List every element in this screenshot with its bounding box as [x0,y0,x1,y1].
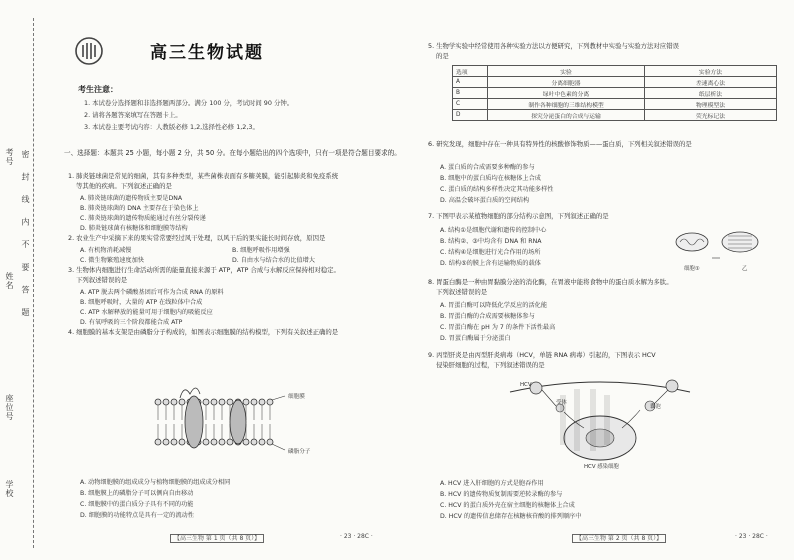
binding-label-name: 姓名 [5,272,14,290]
question-9-option-d: D. HCV 的遗传信息储存在核糖核苷酸的排列顺序中 [440,513,582,520]
page-title: 高三生物试题 [150,43,264,63]
question-6-option-b: B. 细胞中的蛋白质均在核糖体上合成 [440,175,541,182]
table-cell: 制作各种细胞的三维结构模型 [488,99,645,110]
membrane-label-outer: 细胞膜 [288,394,305,400]
table-cell: D [453,110,488,121]
question-4-option-b: B. 细胞膜上的磷脂分子可以侧向自由移动 [80,490,194,497]
question-3-option-a: A. ATP 脱去两个磷酸基团后可作为合成 RNA 的原料 [80,289,224,296]
binding-margin [0,0,44,560]
table-row [453,110,777,121]
question-4-option-a: A. 动物细胞膜的组成成分与植物细胞膜的组成成分相同 [80,479,231,486]
table-cell: B [453,88,488,99]
question-2-stem: 2. 农业生产中采摘下来的果实常常要经过风干处理，以风干后的果实能长时间存放，原因是 [68,234,326,242]
watermark-logo-icon [555,385,615,455]
exam-logo-icon [74,36,104,66]
question-3-option-b: B. 细胞呼吸时，大量的 ATP 在线粒体中合成 [80,299,203,306]
question-1-option-c: C. 肺炎链球菌的遗传物质能通过有丝分裂传递 [80,215,206,222]
table-cell: 探究分泌蛋白的合成与运输 [488,110,645,121]
question-8-option-c: C. 胃蛋白酶在 pH 为 7 的条件下活性最高 [440,324,556,331]
right-footer-code: · 23 · 28C · [735,533,768,540]
question-8-stem: 8. 胃蛋白酶是一种由胃黏膜分泌的消化酶，在胃液中能将食物中的蛋白质水解为多肽。 [428,278,673,286]
question-9-stem-cont: 侵染肝细胞的过程，下列叙述错误的是 [436,361,545,369]
question-4-option-c: C. 细胞膜中的蛋白质分子具有不同的功能 [80,501,194,508]
question-6-stem: 6. 研究发现，细胞中存在一种具有特异性的核酸修饰物质——蛋白质，下列相关叙述错误的是 [428,140,692,148]
notice-line-2: 2. 请将各题答案填写在答题卡上。 [84,111,182,119]
question-7-option-a: A. 结构①是细胞代谢和遗传的控制中心 [440,227,547,234]
question-9-stem: 9. 丙型肝炎是由丙型肝炎病毒（HCV，单链 RNA 病毒）引起的，下图表示 HCV [428,351,656,359]
question-5-table [452,65,777,121]
notice-line-1: 1. 本试卷分选择题和非选择题两部分。满分 100 分，考试时间 90 分钟。 [84,99,294,107]
table-header-option: 选项 [453,66,488,77]
question-6-option-d: D. 高温会破坏蛋白质的空间结构 [440,197,530,204]
question-9-option-b: B. HCV 的遗传物质复制需要逆转录酶的参与 [440,491,563,498]
question-2-option-b: B. 细胞呼吸作用增强 [232,247,290,254]
membrane-diagram [150,372,320,472]
question-1-stem: 1. 肺炎链球菌是常见的细菌，其有多种类型，某些菌株表面有多糖荚膜，能引起肺炎和免疫系统 [68,172,339,180]
question-8-option-a: A. 胃蛋白酶可以降低化学反应的活化能 [440,302,548,309]
left-footer-page-text: 【高三生物 第 1 页（共 8 页）】 [170,534,264,543]
question-8-option-b: B. 胃蛋白酶的合成需要核糖体参与 [440,313,535,320]
table-header-row [453,66,777,77]
table-cell: 差速离心法 [645,77,777,88]
question-4-option-d: D. 细胞膜的功能特点是具有一定的流动性 [80,512,194,519]
question-7-stem: 7. 下图甲表示某植物细胞的部分结构示意图，下列叙述正确的是 [428,212,609,220]
binding-label-exam-number: 考号 [5,148,14,166]
notice-line-3: 3. 本试卷主要考试内容：人教版必修 1,2,选择性必修 1,2,3。 [84,123,259,131]
hcv-label: HCV [520,382,532,388]
question-1-option-d: D. 肺炎链球菌有核糖体和细胞膜等结构 [80,225,188,232]
question-6-option-c: C. 蛋白质的结构多样性决定其功能多样性 [440,186,554,193]
table-cell: 纸层析法 [645,88,777,99]
right-footer-page-text: 【高三生物 第 2 页（共 8 页）】 [572,534,666,543]
question-4-stem: 4. 细胞膜的基本支架是由磷脂分子构成的，如图表示细胞膜的结构模型，下列有关叙述正确的是 [68,328,339,336]
table-cell: C [453,99,488,110]
membrane-label-inner: 磷脂分子 [288,449,311,455]
hcv-vesicle-label: 囊泡 [650,404,661,410]
table-cell: 绿叶中色素的分离 [488,88,645,99]
organelle-label-2: 乙 [742,266,748,272]
question-9-option-c: C. HCV 的蛋白质外壳在宿主细胞的核糖体上合成 [440,502,575,509]
question-3-stem: 3. 生物体内细胞进行生命活动所需的能量直接来源于 ATP，ATP 合成与水解反应保持相对稳定。 [68,266,340,274]
question-6-option-a: A. 蛋白质的合成需要多种酶的参与 [440,164,535,171]
hcv-core-label: HCV 感染细胞 [584,464,619,470]
table-row [453,77,777,88]
table-cell: A [453,77,488,88]
question-2-option-c: C. 微生物繁殖速度加快 [80,257,144,264]
question-3-option-d: D. 有氧呼吸的三个阶段都能合成 ATP [80,319,183,326]
table-cell: 物理模型法 [645,99,777,110]
table-header-experiment: 实验 [488,66,645,77]
right-footer-page [572,533,666,542]
question-1-stem-cont: 等其他的疾病。下列叙述正确的是 [76,182,172,190]
question-9-option-a: A. HCV 进入肝细胞的方式是胞吞作用 [440,480,544,487]
table-cell: 分离细胞器 [488,77,645,88]
question-3-option-c: C. ATP 水解释放的能量可用于细胞内的吸能反应 [80,309,213,316]
seal-line [33,18,34,548]
notice-heading: 考生注意： [78,85,118,94]
question-1-option-a: A. 肺炎链球菌的遗传物质主要是DNA [80,195,183,202]
question-7-option-b: B. 结构②、③中均含有 DNA 和 RNA [440,238,542,245]
question-8-stem-cont: 下列叙述错误的是 [436,288,488,296]
organelle-label-1: 细胞① [684,266,700,272]
question-3-stem-cont: 下列叙述错误的是 [76,276,128,284]
question-5-stem-cont: 的是 [436,52,449,60]
organelle-diagram [672,222,780,268]
section-heading: 一、选择题：本题共 25 小题，每小题 2 分，共 50 分。在每小题给出的四个选项中，只有一项是符合题目要求的。 [64,149,401,157]
table-cell: 荧光标记法 [645,110,777,121]
table-row [453,88,777,99]
binding-label-school: 学校 [5,480,14,498]
table-header-method: 实验方法 [645,66,777,77]
question-5-stem: 5. 生物学实验中经常使用各种实验方法以方便研究，下列教材中实验与实验方法对应错误 [428,42,679,50]
hcv-receptor-label: 受体 [556,400,567,406]
question-2-option-d: D. 自由水与结合水的比值增大 [232,257,315,264]
binding-fill-text: 密 封 线 内 不 要 答 题 [21,150,30,322]
binding-label-seat: 座位号 [5,394,14,421]
question-8-option-d: D. 胃蛋白酶属于分泌蛋白 [440,335,511,342]
question-7-option-c: C. 结构④是细胞进行光合作用的场所 [440,249,541,256]
left-footer-page [170,533,264,542]
left-footer-code: · 23 · 28C · [340,533,373,540]
table-row [453,99,777,110]
question-2-option-a: A. 有机物消耗减慢 [80,247,132,254]
question-1-option-b: B. 肺炎链球菌的 DNA 主要存在于染色体上 [80,205,199,212]
question-7-option-d: D. 结构⑤的膜上含有运输物质的载体 [440,260,541,267]
